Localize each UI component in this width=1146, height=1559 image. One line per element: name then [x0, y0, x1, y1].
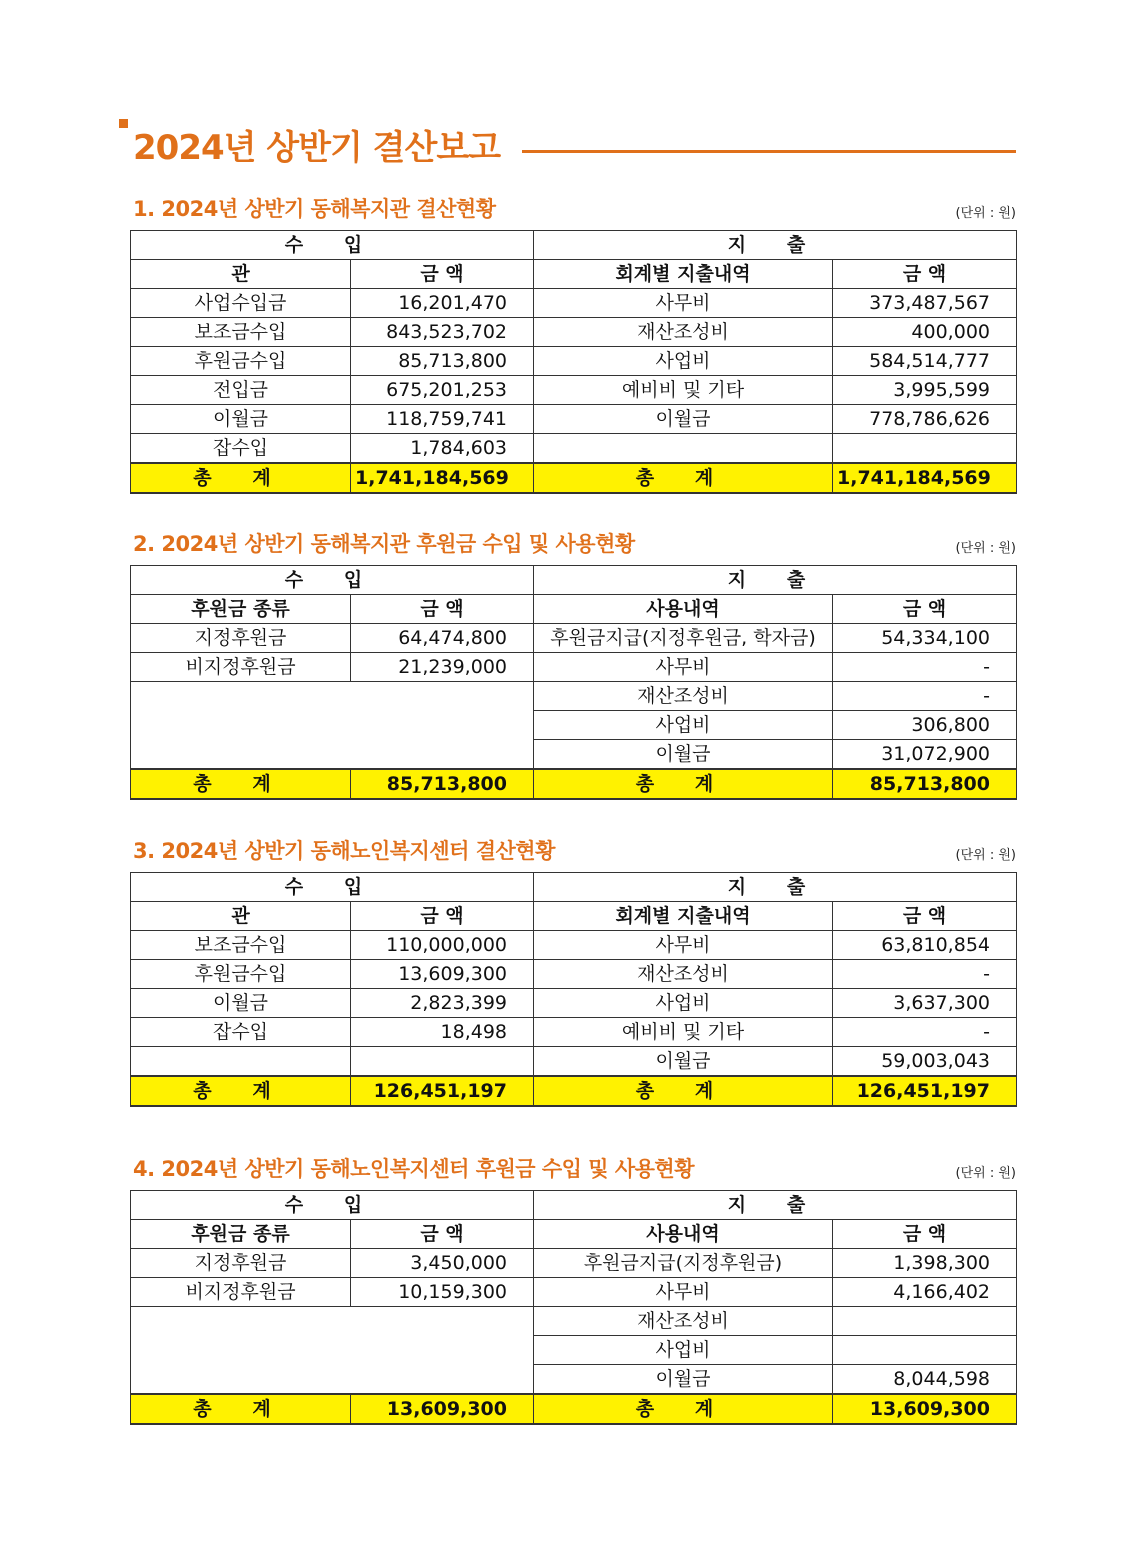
expense-item: 사무비: [534, 653, 833, 682]
income-label: 수 입: [284, 569, 380, 591]
expense-amount: 54,334,100: [833, 624, 1017, 653]
income-amount: 2,823,399: [351, 989, 534, 1018]
expense-item: 재산조성비: [534, 318, 833, 347]
expense-amount: 400,000: [833, 318, 1017, 347]
income-amount: 64,474,800: [351, 624, 534, 653]
income-item: 이월금: [131, 989, 351, 1018]
col-amount: 금 액: [351, 1220, 534, 1249]
total-label-text: 총 계: [635, 1398, 731, 1420]
expense-amount: 584,514,777: [833, 347, 1017, 376]
total-label: [534, 463, 833, 493]
income-item: 지정후원금: [131, 624, 351, 653]
section-2-table: [130, 565, 1017, 800]
total-label-text: 총 계: [193, 1080, 288, 1102]
expense-amount: 306,800: [833, 711, 1017, 740]
expense-group-header: [534, 873, 1017, 902]
income-group-header: [131, 873, 534, 902]
total-label-text: 총 계: [635, 773, 731, 795]
total-income: 126,451,197: [351, 1076, 534, 1106]
table-group-header: [131, 231, 1017, 260]
total-label: [131, 769, 351, 799]
expense-amount: 63,810,854: [833, 931, 1017, 960]
total-label: [131, 1076, 351, 1106]
expense-item: 후원금지급(지정후원금, 학자금): [534, 624, 833, 653]
total-label-text: 총 계: [635, 467, 731, 489]
income-item: [131, 1047, 351, 1077]
table-row: [131, 682, 1017, 711]
expense-item: 재산조성비: [534, 1307, 833, 1336]
section-3-table: [130, 872, 1017, 1107]
expense-item: 이월금: [534, 740, 833, 770]
col-amount: 금 액: [351, 260, 534, 289]
income-amount: 110,000,000: [351, 931, 534, 960]
table-row: [131, 653, 1017, 682]
table-column-header: [131, 902, 1017, 931]
total-expense: 13,609,300: [833, 1394, 1017, 1424]
expense-item: 사무비: [534, 1278, 833, 1307]
income-label: 수 입: [284, 234, 380, 256]
col-amount: 금 액: [351, 902, 534, 931]
expense-item: 이월금: [534, 1365, 833, 1395]
col-donation-type: 후원금 종류: [131, 1220, 351, 1249]
income-amount: 10,159,300: [351, 1278, 534, 1307]
expense-item: 사업비: [534, 711, 833, 740]
table-row: [131, 960, 1017, 989]
expense-amount: -: [833, 960, 1017, 989]
expense-amount: -: [833, 1018, 1017, 1047]
expense-item: [534, 434, 833, 464]
income-item: 보조금수입: [131, 931, 351, 960]
section-4-unit: (단위 : 원): [955, 1166, 1016, 1181]
table-row: [131, 1249, 1017, 1278]
table-column-header: [131, 1220, 1017, 1249]
income-amount: 118,759,741: [351, 405, 534, 434]
section-1-title: 1. 2024년 상반기 동해복지관 결산현황: [133, 197, 496, 221]
title-marker-square: [119, 119, 128, 128]
total-label: [534, 769, 833, 799]
total-label-text: 총 계: [193, 1398, 288, 1420]
total-expense: 1,741,184,569: [833, 463, 1017, 493]
total-row: [131, 1394, 1017, 1424]
col-amount: 금 액: [833, 1220, 1017, 1249]
expense-item: 사업비: [534, 1336, 833, 1365]
expense-label: 지 출: [727, 569, 823, 591]
expense-label: 지 출: [727, 1194, 823, 1216]
total-label: [131, 1394, 351, 1424]
col-amount: 금 액: [833, 260, 1017, 289]
total-row: [131, 769, 1017, 799]
total-label: [534, 1076, 833, 1106]
income-amount: 675,201,253: [351, 376, 534, 405]
expense-amount: 3,995,599: [833, 376, 1017, 405]
total-row: [131, 463, 1017, 493]
col-expense-item: 회계별 지출내역: [534, 260, 833, 289]
expense-amount: [833, 434, 1017, 464]
total-label: [131, 463, 351, 493]
expense-item: 예비비 및 기타: [534, 1018, 833, 1047]
section-4-title: 4. 2024년 상반기 동해노인복지센터 후원금 수입 및 사용현황: [133, 1157, 695, 1181]
table-group-header: [131, 873, 1017, 902]
income-item: 비지정후원금: [131, 1278, 351, 1307]
expense-amount: [833, 1307, 1017, 1336]
total-income: 85,713,800: [351, 769, 534, 799]
expense-item: 이월금: [534, 405, 833, 434]
table-row: [131, 1278, 1017, 1307]
income-amount: 16,201,470: [351, 289, 534, 318]
income-item: 사업수입금: [131, 289, 351, 318]
income-item: 후원금수입: [131, 347, 351, 376]
section-2-title: 2. 2024년 상반기 동해복지관 후원금 수입 및 사용현황: [133, 532, 635, 556]
expense-group-header: [534, 1191, 1017, 1220]
expense-group-header: [534, 566, 1017, 595]
income-amount: 1,784,603: [351, 434, 534, 464]
income-amount: 85,713,800: [351, 347, 534, 376]
income-label: 수 입: [284, 1194, 380, 1216]
total-income: 13,609,300: [351, 1394, 534, 1424]
table-row: [131, 1047, 1017, 1077]
expense-amount: 373,487,567: [833, 289, 1017, 318]
expense-amount: 31,072,900: [833, 740, 1017, 770]
table-row: [131, 1018, 1017, 1047]
expense-label: 지 출: [727, 234, 823, 256]
expense-amount: 59,003,043: [833, 1047, 1017, 1077]
table-row: [131, 289, 1017, 318]
income-item: 이월금: [131, 405, 351, 434]
section-1-unit: (단위 : 원): [955, 206, 1016, 221]
expense-item: 예비비 및 기타: [534, 376, 833, 405]
expense-amount: -: [833, 653, 1017, 682]
income-item: 비지정후원금: [131, 653, 351, 682]
col-expense-item: 회계별 지출내역: [534, 902, 833, 931]
expense-item: 후원금지급(지정후원금): [534, 1249, 833, 1278]
income-amount: 843,523,702: [351, 318, 534, 347]
income-amount: 21,239,000: [351, 653, 534, 682]
table-row: [131, 989, 1017, 1018]
empty-income-cell: [131, 1307, 534, 1395]
table-row: [131, 931, 1017, 960]
section-3-unit: (단위 : 원): [955, 848, 1016, 863]
table-row: [131, 347, 1017, 376]
table-row: [131, 1307, 1017, 1336]
income-amount: 13,609,300: [351, 960, 534, 989]
income-item: 전입금: [131, 376, 351, 405]
table-group-header: [131, 566, 1017, 595]
col-amount: 금 액: [833, 902, 1017, 931]
table-column-header: [131, 260, 1017, 289]
expense-amount: [833, 1336, 1017, 1365]
income-item: 보조금수입: [131, 318, 351, 347]
table-row: [131, 434, 1017, 464]
income-label: 수 입: [284, 876, 380, 898]
col-amount: 금 액: [833, 595, 1017, 624]
income-item: 지정후원금: [131, 1249, 351, 1278]
expense-item: 사업비: [534, 989, 833, 1018]
expense-amount: -: [833, 682, 1017, 711]
section-3-title: 3. 2024년 상반기 동해노인복지센터 결산현황: [133, 839, 555, 863]
table-column-header: [131, 595, 1017, 624]
table-row: [131, 405, 1017, 434]
col-donation-type: 후원금 종류: [131, 595, 351, 624]
table-row: [131, 376, 1017, 405]
total-label-text: 총 계: [635, 1080, 731, 1102]
income-group-header: [131, 1191, 534, 1220]
expense-item: 사무비: [534, 289, 833, 318]
col-amount: 금 액: [351, 595, 534, 624]
col-category: 관: [131, 260, 351, 289]
expense-amount: 8,044,598: [833, 1365, 1017, 1395]
total-income: 1,741,184,569: [351, 463, 534, 493]
income-group-header: [131, 566, 534, 595]
expense-amount: 3,637,300: [833, 989, 1017, 1018]
total-expense: 126,451,197: [833, 1076, 1017, 1106]
income-item: 후원금수입: [131, 960, 351, 989]
table-row: [131, 318, 1017, 347]
expense-amount: 778,786,626: [833, 405, 1017, 434]
expense-item: 사무비: [534, 931, 833, 960]
income-group-header: [131, 231, 534, 260]
income-item: 잡수입: [131, 434, 351, 464]
income-amount: 3,450,000: [351, 1249, 534, 1278]
expense-label: 지 출: [727, 876, 823, 898]
col-usage: 사용내역: [534, 1220, 833, 1249]
title-rule: [522, 150, 1016, 153]
expense-amount: 4,166,402: [833, 1278, 1017, 1307]
expense-item: 재산조성비: [534, 960, 833, 989]
expense-item: 재산조성비: [534, 682, 833, 711]
total-row: [131, 1076, 1017, 1106]
income-amount: [351, 1047, 534, 1077]
expense-item: 사업비: [534, 347, 833, 376]
col-category: 관: [131, 902, 351, 931]
table-row: [131, 624, 1017, 653]
total-label-text: 총 계: [193, 773, 288, 795]
total-expense: 85,713,800: [833, 769, 1017, 799]
section-1-table: [130, 230, 1017, 494]
section-4-table: [130, 1190, 1017, 1425]
total-label-text: 총 계: [193, 467, 288, 489]
section-2-unit: (단위 : 원): [955, 541, 1016, 556]
page-title: 2024년 상반기 결산보고: [133, 128, 501, 168]
income-item: 잡수입: [131, 1018, 351, 1047]
col-usage: 사용내역: [534, 595, 833, 624]
table-group-header: [131, 1191, 1017, 1220]
expense-amount: 1,398,300: [833, 1249, 1017, 1278]
empty-income-cell: [131, 682, 534, 770]
income-amount: 18,498: [351, 1018, 534, 1047]
expense-group-header: [534, 231, 1017, 260]
total-label: [534, 1394, 833, 1424]
expense-item: 이월금: [534, 1047, 833, 1077]
